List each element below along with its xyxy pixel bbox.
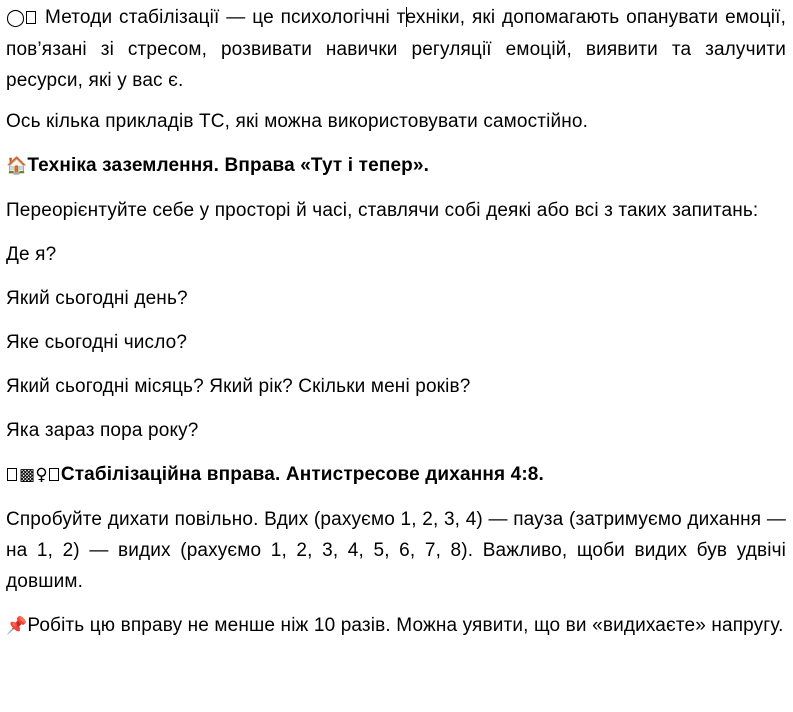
document-page: [6, 0, 786, 642]
breathing-instruction: Спробуйте дихати повільно. Вдих (рахуємо 1, 2, 3, 4) — пауза (затримуємо дихання — на 1, 2) — видих (рахуємо 1, 2, 3, 4, 5, 6, 7, 8). Важливо, щоби видих був удвічі довшим.: [6, 509, 786, 592]
question-4: Який сьогодні місяць? Який рік? Скільки мені років?: [6, 376, 471, 397]
grounding-heading: Техніка заземлення. Вправа «Тут і тепер».: [27, 155, 430, 176]
dotted-square-icon: ▩: [19, 465, 36, 485]
question-2: Який сьогодні день?: [6, 288, 188, 309]
intro-text-part2: ехніки, які допомагають опанувати емоції, пов’язані зі стресом, розвивати навички регуляції емоцій, виявити та залучити ресурси, які у вас є.: [6, 7, 786, 91]
breathing-heading: Стабілізаційна вправа. Антистресове дихання 4:8.: [60, 464, 544, 485]
question-3: Яке сьогодні число?: [6, 332, 188, 353]
breathing-tip-text: Робіть цю вправу не менше ніж 10 разів. Можна уявити, що ви «видихаєте» напругу.: [27, 615, 784, 636]
female-sign-icon: ♀: [35, 465, 48, 485]
missing-glyph-icon: [7, 468, 17, 481]
intro-text-part1: Методи стабілізації — це психологічні т: [45, 7, 406, 28]
question-5: Яка зараз пора року?: [6, 420, 199, 441]
breathing-heading-line: [6, 459, 786, 491]
examples-intro: Ось кілька прикладів ТС, які можна використовувати самостійно.: [6, 111, 589, 132]
missing-glyph-icon: [49, 468, 59, 481]
breathing-tip: [6, 610, 786, 642]
question-1: Де я?: [6, 244, 57, 265]
pushpin-icon: 📌: [6, 616, 28, 636]
intro-paragraph: [6, 2, 786, 96]
grounding-heading-line: [6, 150, 786, 182]
grounding-instruction: Переорієнтуйте себе у просторі й часі, ставлячи собі деякі або всі з таких запитань:: [6, 200, 759, 221]
missing-glyph-icon: [26, 11, 36, 24]
circle-icon: ◯: [6, 8, 26, 28]
house-icon: 🏠: [6, 156, 28, 176]
